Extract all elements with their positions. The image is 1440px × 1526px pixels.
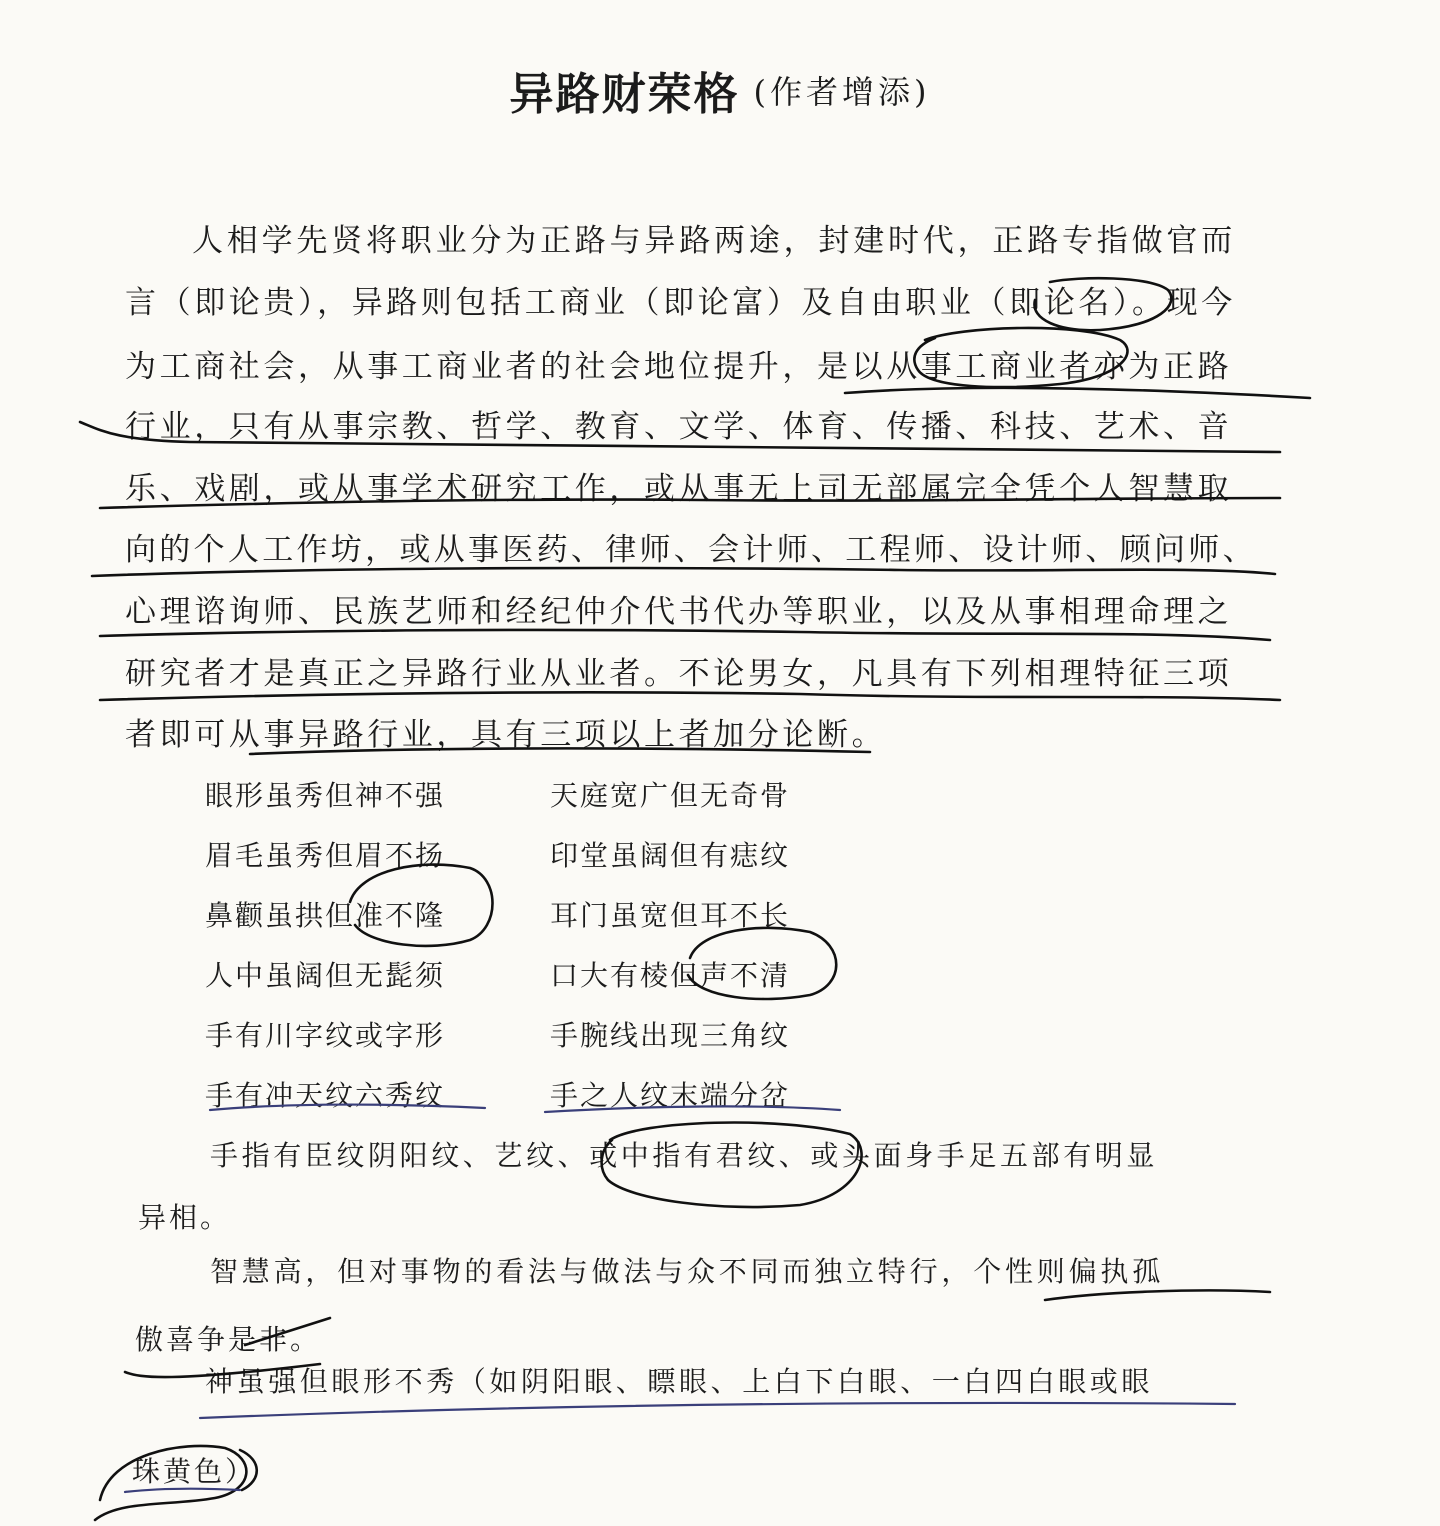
intro-line-3: 为工商社会，从事工商业者的社会地位提升，是以从事工商业者亦为正路 <box>125 349 1233 385</box>
extra-line-5: 神虽强但眼形不秀（如阴阳眼、瞟眼、上白下白眼、一白四白眼或眼 <box>205 1365 1154 1398</box>
extra-line-4: 傲喜争是非。 <box>135 1323 322 1356</box>
extra-line-6: 珠黄色） <box>132 1455 257 1488</box>
trait-right-5: 手腕线出现三角纹 <box>550 1019 791 1052</box>
intro-line-8: 研究者才是真正之异路行业从业者。不论男女，凡具有下列相理特征三项 <box>125 656 1233 692</box>
intro-line-1: 人相学先贤将职业分为正路与异路两途，封建时代，正路专指做官而 <box>192 223 1236 259</box>
intro-line-5: 乐、戏剧，或从事学术研究工作，或从事无上司无部属完全凭个人智慧取 <box>125 471 1233 507</box>
intro-line-9: 者即可从事异路行业，具有三项以上者加分论断。 <box>125 717 887 753</box>
trait-right-2: 印堂虽阔但有痣纹 <box>550 839 791 872</box>
intro-line-2: 言（即论贵），异路则包括工商业（即论富）及自由职业（即论名）。现今 <box>125 285 1236 321</box>
trait-left-1: 眼形虽秀但神不强 <box>205 779 446 812</box>
page-title <box>0 58 1440 122</box>
trait-right-4: 口大有棱但声不清 <box>550 959 791 992</box>
blue-underline-4 <box>125 1489 240 1492</box>
intro-line-7: 心理谘询师、民族艺师和经纪仲介代书代办等职业，以及从事相理命理之 <box>125 594 1233 630</box>
pen-underline-8 <box>1045 1290 1270 1300</box>
trait-left-6: 手有冲天纹六秀纹 <box>205 1079 446 1112</box>
trait-left-3: 鼻颧虽拱但准不隆 <box>205 899 446 932</box>
intro-line-6: 向的个人工作坊，或从事医药、律师、会计师、工程师、设计师、顾问师、 <box>125 532 1257 568</box>
pen-underline-5 <box>100 630 1270 640</box>
trait-left-4: 人中虽阔但无髭须 <box>205 959 446 992</box>
extra-line-2: 异相。 <box>138 1201 232 1234</box>
trait-right-1: 天庭宽广但无奇骨 <box>550 779 791 812</box>
trait-left-2: 眉毛虽秀但眉不扬 <box>205 839 446 872</box>
trait-left-5: 手有川字纹或字形 <box>205 1019 446 1052</box>
title-main: 异路财荣格 <box>509 69 740 120</box>
trait-right-3: 耳门虽宽但耳不长 <box>550 899 791 932</box>
title-subtitle: (作者增添) <box>753 73 931 111</box>
intro-line-4: 行业，只有从事宗教、哲学、教育、文学、体育、传播、科技、艺术、音 <box>125 409 1233 445</box>
trait-right-6: 手之人纹末端分岔 <box>550 1079 791 1112</box>
extra-line-1: 手指有臣纹阴阳纹、艺纹、或中指有君纹、或头面身手足五部有明显 <box>210 1139 1159 1172</box>
pen-underline-1 <box>845 388 1310 398</box>
pen-underline-6 <box>100 692 1280 700</box>
pen-underline-4 <box>92 568 1275 576</box>
extra-line-3: 智慧高，但对事物的看法与做法与众不同而独立特行，个性则偏执孤 <box>210 1255 1165 1288</box>
blue-underline-3 <box>200 1403 1235 1418</box>
